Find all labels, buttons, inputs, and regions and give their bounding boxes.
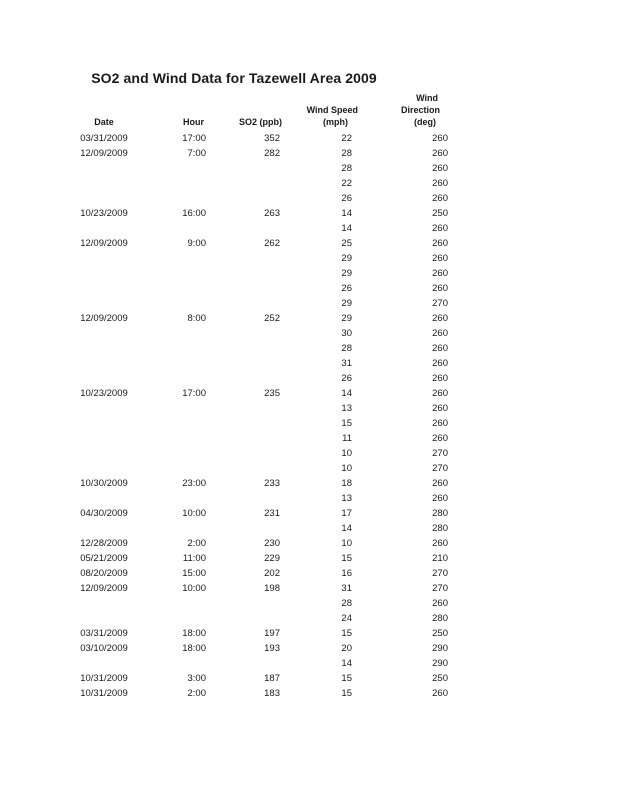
cell-wind-direction: 290 xyxy=(432,658,448,669)
data-table xyxy=(66,92,458,701)
table-row xyxy=(66,221,458,236)
header-wind-direction-line3: (deg) xyxy=(414,117,436,127)
cell-wind-direction: 280 xyxy=(432,523,448,534)
cell-so2: 231 xyxy=(264,508,280,519)
cell-so2: 352 xyxy=(264,133,280,144)
cell-date: 12/09/2009 xyxy=(80,583,128,594)
cell-so2: 262 xyxy=(264,238,280,249)
cell-so2: 233 xyxy=(264,478,280,489)
cell-wind-speed: 14 xyxy=(341,208,352,219)
header-so2: SO2 (ppb) xyxy=(239,117,282,127)
table-row xyxy=(66,281,458,296)
cell-date: 12/28/2009 xyxy=(80,538,128,549)
cell-so2: 263 xyxy=(264,208,280,219)
cell-date xyxy=(66,296,142,311)
cell-wind-direction: 260 xyxy=(432,478,448,489)
cell-hour: 10:00 xyxy=(182,508,206,519)
table-row xyxy=(66,356,458,371)
cell-so2: 187 xyxy=(264,673,280,684)
cell-wind-speed: 14 xyxy=(341,658,352,669)
cell-wind-direction: 280 xyxy=(432,613,448,624)
cell-wind-speed: 31 xyxy=(341,583,352,594)
table-row xyxy=(66,641,458,656)
table-row xyxy=(66,491,458,506)
cell-hour xyxy=(142,491,208,506)
cell-wind-direction: 260 xyxy=(432,313,448,324)
cell-so2: 229 xyxy=(264,553,280,564)
cell-wind-direction: 270 xyxy=(432,583,448,594)
cell-wind-direction: 250 xyxy=(432,628,448,639)
cell-wind-direction: 260 xyxy=(432,688,448,699)
cell-wind-direction: 260 xyxy=(432,193,448,204)
cell-wind-speed: 22 xyxy=(341,133,352,144)
cell-wind-direction: 260 xyxy=(432,253,448,264)
cell-wind-speed: 22 xyxy=(341,178,352,189)
cell-wind-speed: 14 xyxy=(341,523,352,534)
cell-wind-direction: 290 xyxy=(432,643,448,654)
cell-hour xyxy=(142,176,208,191)
cell-so2: 282 xyxy=(264,148,280,159)
cell-date: 12/09/2009 xyxy=(80,313,128,324)
cell-date xyxy=(66,161,142,176)
table-row xyxy=(66,131,458,146)
table-row xyxy=(66,416,458,431)
header-date: Date xyxy=(94,117,114,127)
cell-wind-direction: 210 xyxy=(432,553,448,564)
table-row xyxy=(66,341,458,356)
cell-hour xyxy=(142,611,208,626)
cell-wind-speed: 29 xyxy=(341,298,352,309)
table-row xyxy=(66,251,458,266)
cell-so2 xyxy=(208,356,282,371)
cell-date xyxy=(66,356,142,371)
cell-wind-speed: 28 xyxy=(341,343,352,354)
cell-date xyxy=(66,251,142,266)
table-row xyxy=(66,686,458,701)
cell-wind-direction: 260 xyxy=(432,163,448,174)
cell-wind-speed: 13 xyxy=(341,403,352,414)
cell-date: 08/20/2009 xyxy=(80,568,128,579)
table-row xyxy=(66,371,458,386)
cell-hour: 18:00 xyxy=(182,628,206,639)
cell-so2 xyxy=(208,446,282,461)
cell-hour: 23:00 xyxy=(182,478,206,489)
cell-wind-direction: 260 xyxy=(432,268,448,279)
cell-date xyxy=(66,431,142,446)
table-row xyxy=(66,206,458,221)
table-row xyxy=(66,536,458,551)
cell-wind-speed: 15 xyxy=(341,553,352,564)
table-row xyxy=(66,311,458,326)
table-row xyxy=(66,176,458,191)
cell-hour xyxy=(142,461,208,476)
table-header-row xyxy=(66,92,458,131)
cell-hour xyxy=(142,296,208,311)
header-wind-direction-line2: Direction xyxy=(400,105,440,115)
cell-hour xyxy=(142,191,208,206)
cell-date xyxy=(66,281,142,296)
cell-wind-direction: 260 xyxy=(432,418,448,429)
cell-date xyxy=(66,416,142,431)
cell-wind-direction: 260 xyxy=(432,373,448,384)
cell-date: 10/31/2009 xyxy=(80,673,128,684)
cell-wind-direction: 260 xyxy=(432,148,448,159)
cell-hour xyxy=(142,596,208,611)
cell-hour xyxy=(142,521,208,536)
cell-so2: 193 xyxy=(264,643,280,654)
table-row xyxy=(66,551,458,566)
cell-wind-direction: 270 xyxy=(432,568,448,579)
header-wind-speed xyxy=(282,92,358,131)
cell-date: 12/09/2009 xyxy=(80,238,128,249)
table-row xyxy=(66,566,458,581)
cell-hour xyxy=(142,341,208,356)
cell-so2: 235 xyxy=(264,388,280,399)
cell-hour: 2:00 xyxy=(187,688,206,699)
cell-hour: 7:00 xyxy=(187,148,206,159)
cell-so2 xyxy=(208,596,282,611)
header-wind-speed-line1: Wind Speed xyxy=(306,105,358,115)
cell-wind-speed: 26 xyxy=(341,193,352,204)
cell-wind-speed: 31 xyxy=(341,358,352,369)
cell-date xyxy=(66,611,142,626)
cell-hour: 17:00 xyxy=(182,388,206,399)
header-wind-speed-line2: (mph) xyxy=(323,117,348,127)
cell-wind-direction: 260 xyxy=(432,178,448,189)
cell-so2 xyxy=(208,176,282,191)
cell-date xyxy=(66,446,142,461)
cell-date: 05/21/2009 xyxy=(80,553,128,564)
cell-hour xyxy=(142,221,208,236)
cell-hour xyxy=(142,446,208,461)
cell-hour xyxy=(142,431,208,446)
cell-so2 xyxy=(208,656,282,671)
cell-wind-speed: 17 xyxy=(341,508,352,519)
header-wind-direction-line1: Wind xyxy=(416,93,438,103)
cell-so2 xyxy=(208,611,282,626)
cell-so2 xyxy=(208,401,282,416)
cell-hour xyxy=(142,266,208,281)
table-row xyxy=(66,431,458,446)
cell-hour: 10:00 xyxy=(182,583,206,594)
cell-so2: 202 xyxy=(264,568,280,579)
table-row xyxy=(66,506,458,521)
table-row xyxy=(66,626,458,641)
cell-wind-direction: 250 xyxy=(432,208,448,219)
document-title: SO2 and Wind Data for Tazewell Area 2009 xyxy=(91,70,377,86)
cell-so2 xyxy=(208,341,282,356)
cell-hour: 3:00 xyxy=(187,673,206,684)
cell-wind-direction: 250 xyxy=(432,673,448,684)
table-row xyxy=(66,326,458,341)
table-row xyxy=(66,161,458,176)
cell-date xyxy=(66,221,142,236)
cell-hour: 15:00 xyxy=(182,568,206,579)
cell-date xyxy=(66,341,142,356)
cell-wind-direction: 260 xyxy=(432,538,448,549)
cell-date xyxy=(66,371,142,386)
cell-so2 xyxy=(208,491,282,506)
cell-date: 03/31/2009 xyxy=(80,133,128,144)
cell-wind-speed: 15 xyxy=(341,688,352,699)
cell-so2 xyxy=(208,191,282,206)
cell-wind-direction: 260 xyxy=(432,388,448,399)
cell-so2 xyxy=(208,521,282,536)
cell-so2 xyxy=(208,221,282,236)
table-row xyxy=(66,611,458,626)
cell-hour: 2:00 xyxy=(187,538,206,549)
cell-hour xyxy=(142,326,208,341)
cell-wind-speed: 30 xyxy=(341,328,352,339)
cell-hour: 8:00 xyxy=(187,313,206,324)
table-row xyxy=(66,671,458,686)
cell-wind-direction: 260 xyxy=(432,433,448,444)
cell-wind-speed: 14 xyxy=(341,388,352,399)
cell-so2 xyxy=(208,251,282,266)
cell-date xyxy=(66,266,142,281)
cell-date: 10/30/2009 xyxy=(80,478,128,489)
cell-wind-direction: 260 xyxy=(432,598,448,609)
cell-wind-speed: 26 xyxy=(341,373,352,384)
cell-wind-speed: 18 xyxy=(341,478,352,489)
cell-date xyxy=(66,656,142,671)
cell-date: 12/09/2009 xyxy=(80,148,128,159)
cell-wind-direction: 260 xyxy=(432,133,448,144)
cell-hour xyxy=(142,371,208,386)
cell-so2: 183 xyxy=(264,688,280,699)
cell-wind-direction: 260 xyxy=(432,403,448,414)
cell-wind-speed: 26 xyxy=(341,283,352,294)
cell-wind-speed: 28 xyxy=(341,598,352,609)
cell-wind-speed: 29 xyxy=(341,313,352,324)
table-row xyxy=(66,266,458,281)
cell-wind-direction: 280 xyxy=(432,508,448,519)
table-row xyxy=(66,596,458,611)
cell-date xyxy=(66,401,142,416)
cell-date: 04/30/2009 xyxy=(80,508,128,519)
cell-date xyxy=(66,176,142,191)
cell-wind-direction: 260 xyxy=(432,328,448,339)
cell-hour: 17:00 xyxy=(182,133,206,144)
cell-wind-speed: 10 xyxy=(341,463,352,474)
cell-hour: 16:00 xyxy=(182,208,206,219)
cell-wind-direction: 270 xyxy=(432,448,448,459)
cell-hour: 9:00 xyxy=(187,238,206,249)
table-row xyxy=(66,476,458,491)
cell-so2 xyxy=(208,326,282,341)
cell-wind-direction: 260 xyxy=(432,283,448,294)
cell-date xyxy=(66,326,142,341)
cell-so2 xyxy=(208,161,282,176)
cell-date: 03/31/2009 xyxy=(80,628,128,639)
cell-so2 xyxy=(208,371,282,386)
cell-wind-direction: 260 xyxy=(432,358,448,369)
cell-wind-direction: 270 xyxy=(432,463,448,474)
header-hour: Hour xyxy=(183,117,204,127)
cell-date xyxy=(66,521,142,536)
cell-so2 xyxy=(208,281,282,296)
table-row xyxy=(66,656,458,671)
cell-wind-direction: 260 xyxy=(432,343,448,354)
table-row xyxy=(66,581,458,596)
table-row xyxy=(66,461,458,476)
table-row xyxy=(66,191,458,206)
cell-date xyxy=(66,191,142,206)
header-wind-direction xyxy=(358,92,458,131)
cell-date: 03/10/2009 xyxy=(80,643,128,654)
cell-date: 10/23/2009 xyxy=(80,388,128,399)
cell-so2: 230 xyxy=(264,538,280,549)
cell-hour xyxy=(142,656,208,671)
cell-wind-speed: 10 xyxy=(341,448,352,459)
cell-hour xyxy=(142,251,208,266)
cell-hour xyxy=(142,356,208,371)
cell-date: 10/23/2009 xyxy=(80,208,128,219)
cell-hour: 11:00 xyxy=(182,553,206,564)
cell-wind-speed: 24 xyxy=(341,613,352,624)
cell-wind-speed: 13 xyxy=(341,493,352,504)
cell-wind-speed: 20 xyxy=(341,643,352,654)
cell-wind-direction: 260 xyxy=(432,223,448,234)
table-row xyxy=(66,446,458,461)
table-row xyxy=(66,236,458,251)
table-row xyxy=(66,386,458,401)
cell-wind-speed: 25 xyxy=(341,238,352,249)
cell-so2 xyxy=(208,461,282,476)
cell-date xyxy=(66,491,142,506)
cell-so2 xyxy=(208,296,282,311)
cell-so2: 197 xyxy=(264,628,280,639)
cell-hour xyxy=(142,416,208,431)
cell-hour xyxy=(142,401,208,416)
cell-wind-speed: 28 xyxy=(341,148,352,159)
cell-wind-speed: 28 xyxy=(341,163,352,174)
cell-date: 10/31/2009 xyxy=(80,688,128,699)
cell-hour: 18:00 xyxy=(182,643,206,654)
cell-wind-speed: 10 xyxy=(341,538,352,549)
table-row xyxy=(66,401,458,416)
cell-wind-speed: 15 xyxy=(341,418,352,429)
cell-wind-speed: 14 xyxy=(341,223,352,234)
table-row xyxy=(66,296,458,311)
table-row xyxy=(66,146,458,161)
cell-so2 xyxy=(208,431,282,446)
cell-wind-speed: 16 xyxy=(341,568,352,579)
cell-wind-speed: 11 xyxy=(342,433,352,444)
table-body xyxy=(66,131,458,701)
cell-so2 xyxy=(208,416,282,431)
table-row xyxy=(66,521,458,536)
cell-hour xyxy=(142,161,208,176)
cell-wind-speed: 29 xyxy=(341,253,352,264)
cell-date xyxy=(66,461,142,476)
cell-so2: 252 xyxy=(264,313,280,324)
cell-hour xyxy=(142,281,208,296)
cell-so2 xyxy=(208,266,282,281)
cell-wind-direction: 270 xyxy=(432,298,448,309)
cell-so2: 198 xyxy=(264,583,280,594)
cell-wind-speed: 15 xyxy=(341,628,352,639)
cell-wind-direction: 260 xyxy=(432,493,448,504)
cell-wind-direction: 260 xyxy=(432,238,448,249)
cell-wind-speed: 15 xyxy=(341,673,352,684)
cell-date xyxy=(66,596,142,611)
cell-wind-speed: 29 xyxy=(341,268,352,279)
